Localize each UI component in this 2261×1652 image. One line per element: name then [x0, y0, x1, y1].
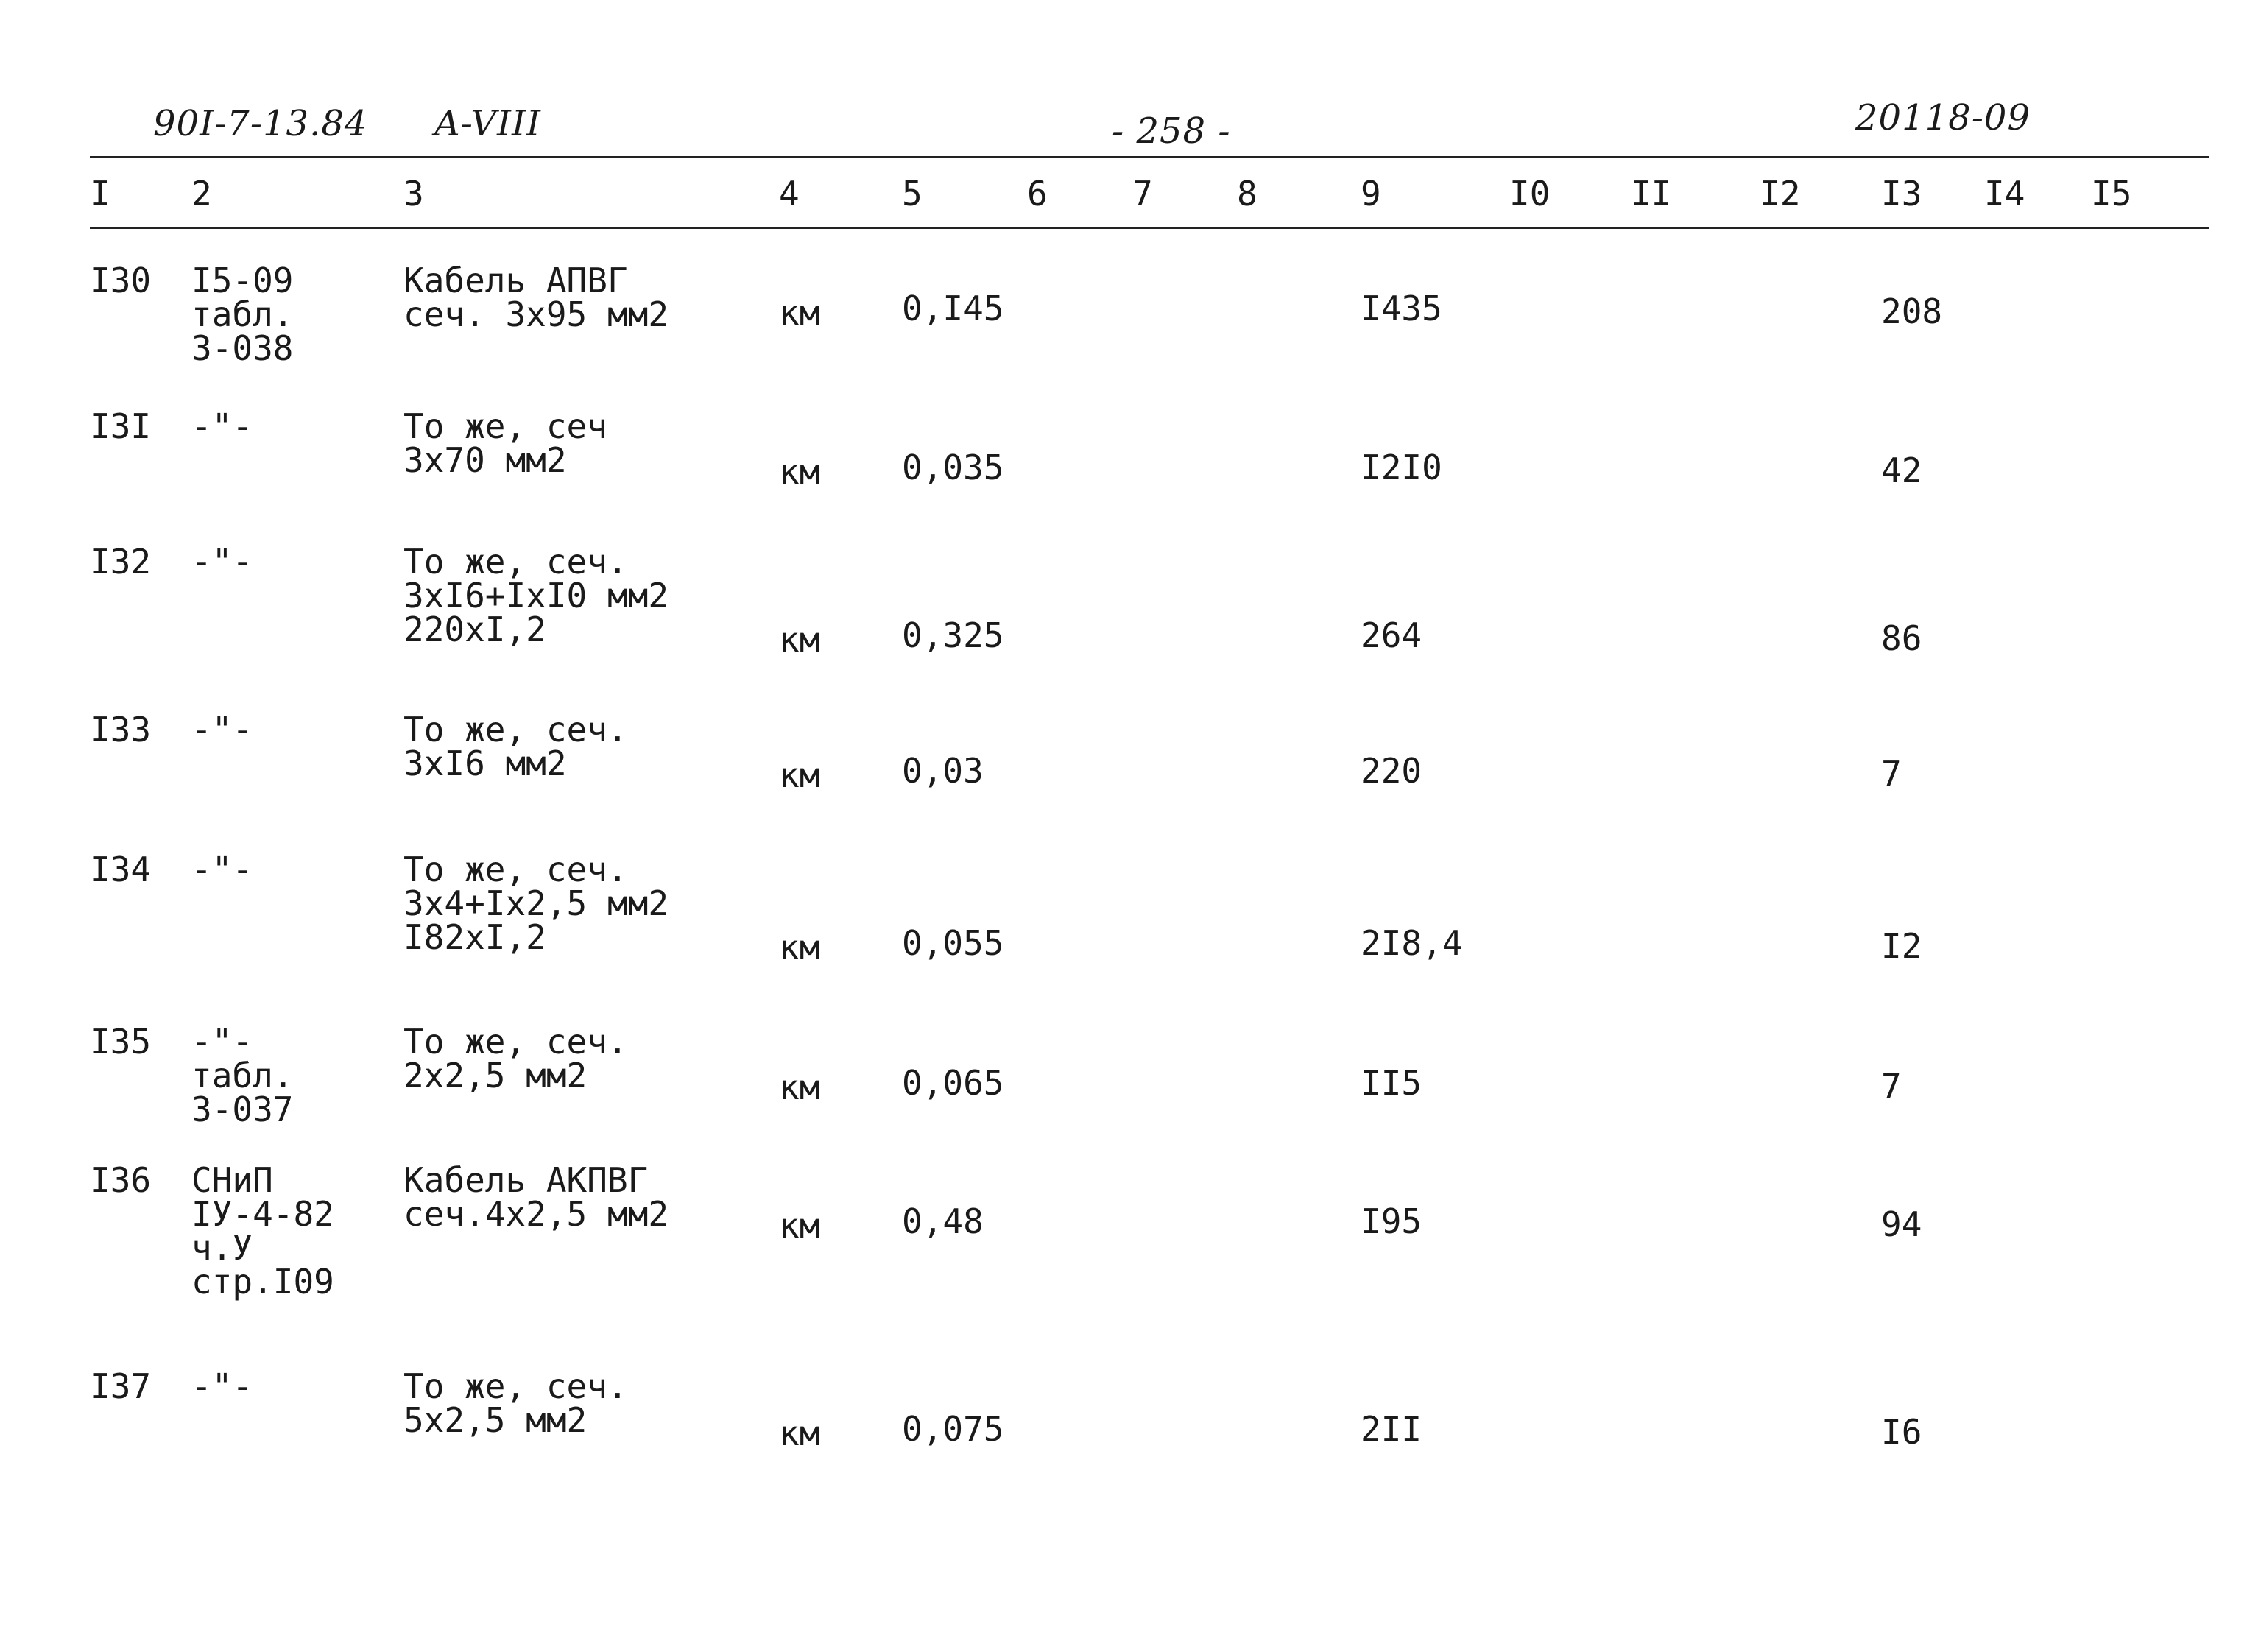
column-13-cell: 208 [1881, 292, 1943, 331]
norm-reference [191, 1022, 294, 1129]
item-description-line: 3хI6+IхI0 мм2 [403, 576, 669, 615]
norm-reference [191, 261, 294, 368]
column-header: 2 [191, 174, 212, 213]
item-description-line: Кабель АПВГ [403, 261, 628, 300]
item-description-line: То же, сеч. [403, 1366, 628, 1406]
norm-reference-line: IУ-4-82 [191, 1194, 334, 1234]
item-description-line: 2х2,5 мм2 [403, 1056, 588, 1095]
quantity-cell: 0,065 [902, 1063, 1004, 1103]
column-header: II [1631, 174, 1672, 213]
column-header: I4 [1984, 174, 2025, 213]
album-code: A-VIII [434, 103, 541, 144]
row-number: I37 [90, 1366, 152, 1406]
norm-reference-line: -"- [191, 1022, 253, 1062]
norm-reference-line: СНиП [191, 1160, 273, 1200]
norm-reference-line: -"- [191, 542, 253, 582]
norm-reference [191, 406, 253, 446]
column-9-cell: I435 [1361, 289, 1442, 328]
unit-cell: км [779, 1206, 820, 1246]
page-number: - 258 - [1112, 110, 1231, 152]
quantity-cell: 0,035 [902, 448, 1004, 487]
item-description-line: сеч. 3х95 мм2 [403, 294, 669, 334]
column-9-cell: I95 [1361, 1201, 1422, 1241]
row-number: I35 [90, 1022, 152, 1062]
row-number: I34 [90, 850, 152, 889]
table-header-rule [90, 227, 2209, 229]
norm-reference-line: -"- [191, 850, 253, 889]
column-13-cell: 42 [1881, 451, 1922, 490]
item-description-line: 3х4+Iх2,5 мм2 [403, 883, 669, 923]
row-number: I3I [90, 406, 152, 446]
norm-reference-line: -"- [191, 406, 253, 446]
item-description-line: 220хI,2 [403, 610, 546, 649]
item-description-line: То же, сеч. [403, 850, 628, 889]
item-description-line: 3х70 мм2 [403, 440, 567, 480]
project-code: 90I-7-13.84 [153, 103, 368, 144]
column-header: I3 [1881, 174, 1922, 213]
quantity-cell: 0,03 [902, 751, 984, 791]
item-description [403, 261, 669, 334]
item-description [403, 850, 669, 957]
column-header: 6 [1027, 174, 1048, 213]
item-description-line: I82хI,2 [403, 917, 546, 957]
quantity-cell: 0,055 [902, 923, 1004, 963]
item-description-line: То же, сеч. [403, 710, 628, 749]
item-description-line: 3хI6 мм2 [403, 744, 567, 783]
norm-reference [191, 542, 253, 582]
column-header: I [90, 174, 110, 213]
item-description [403, 406, 607, 480]
quantity-cell: 0,325 [902, 615, 1004, 655]
quantity-cell: 0,I45 [902, 289, 1004, 328]
norm-reference-line: -"- [191, 1366, 253, 1406]
item-description [403, 542, 669, 649]
column-header: 5 [902, 174, 923, 213]
norm-reference [191, 710, 253, 749]
unit-cell: км [779, 755, 820, 795]
table-top-rule [90, 156, 2209, 158]
column-header: I0 [1509, 174, 1551, 213]
unit-cell: км [779, 1067, 820, 1107]
item-description-line: То же, сеч [403, 406, 607, 446]
item-description-line: Кабель АКПВГ [403, 1160, 649, 1200]
column-header: 8 [1237, 174, 1258, 213]
column-13-cell: 7 [1881, 1066, 1902, 1106]
column-header: I2 [1760, 174, 1801, 213]
item-description-line: сеч.4х2,5 мм2 [403, 1194, 669, 1234]
norm-reference [191, 1366, 253, 1406]
norm-reference-line: ч.У [191, 1228, 253, 1268]
norm-reference [191, 1160, 334, 1302]
norm-reference-line: -"- [191, 710, 253, 749]
row-number: I32 [90, 542, 152, 582]
norm-reference-line: 3-038 [191, 328, 294, 368]
column-9-cell: II5 [1361, 1063, 1422, 1103]
item-description-line: То же, сеч. [403, 1022, 628, 1062]
column-9-cell: I2I0 [1361, 448, 1442, 487]
unit-cell: км [779, 620, 820, 660]
unit-cell: км [779, 928, 820, 967]
item-description [403, 710, 628, 783]
item-description [403, 1022, 628, 1095]
unit-cell: км [779, 452, 820, 492]
unit-cell: км [779, 1413, 820, 1453]
norm-reference [191, 850, 253, 889]
column-13-cell: 7 [1881, 754, 1902, 794]
column-header: 3 [403, 174, 424, 213]
item-description [403, 1366, 628, 1440]
row-number: I33 [90, 710, 152, 749]
norm-reference-line: 3-037 [191, 1090, 294, 1129]
column-9-cell: 220 [1361, 751, 1422, 791]
norm-reference-line: табл. [191, 1056, 294, 1095]
norm-reference-line: I5-09 [191, 261, 294, 300]
column-9-cell: 2II [1361, 1409, 1422, 1449]
column-13-cell: 86 [1881, 618, 1922, 658]
norm-reference-line: стр.I09 [191, 1262, 334, 1302]
column-header: I5 [2091, 174, 2132, 213]
item-description-line: 5х2,5 мм2 [403, 1400, 588, 1440]
column-header: 9 [1361, 174, 1381, 213]
quantity-cell: 0,48 [902, 1201, 984, 1241]
column-9-cell: 264 [1361, 615, 1422, 655]
row-number: I36 [90, 1160, 152, 1200]
item-description-line: То же, сеч. [403, 542, 628, 582]
item-description [403, 1160, 669, 1234]
column-13-cell: I2 [1881, 926, 1922, 966]
column-13-cell: I6 [1881, 1412, 1922, 1452]
quantity-cell: 0,075 [902, 1409, 1004, 1449]
row-number: I30 [90, 261, 152, 300]
norm-reference-line: табл. [191, 294, 294, 334]
document-number: 20118-09 [1855, 97, 2031, 138]
column-9-cell: 2I8,4 [1361, 923, 1463, 963]
column-13-cell: 94 [1881, 1204, 1922, 1244]
unit-cell: км [779, 293, 820, 333]
column-header: 7 [1132, 174, 1153, 213]
column-header: 4 [779, 174, 800, 213]
